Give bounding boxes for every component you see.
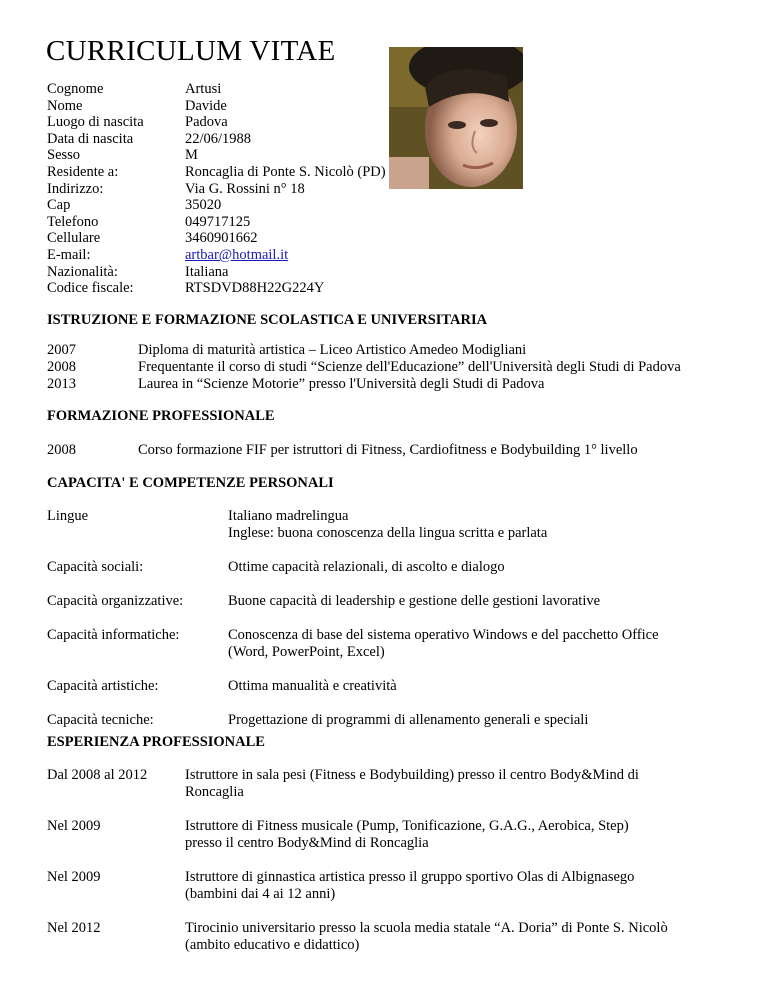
experience-list: [47, 767, 745, 971]
skill-line: Ottime capacità relazionali, di ascolto e dialogo: [228, 559, 505, 575]
personal-row-nome: [47, 98, 386, 115]
skill-row-artistiche: [47, 678, 748, 695]
personal-row-cognome: [47, 81, 386, 98]
skill-line: Inglese: buona conoscenza della lingua scritta e parlata: [228, 525, 548, 541]
field-value: Italiana: [185, 263, 229, 280]
experience-period: Nel 2009: [47, 869, 101, 885]
skill-line: (Word, PowerPoint, Excel): [228, 644, 385, 660]
skill-row-organizzative: [47, 593, 748, 610]
education-text: Diploma di maturità artistica – Liceo Artistico Amedeo Modigliani: [138, 342, 527, 358]
personal-row-nazionalita: [47, 264, 386, 281]
skill-label: Capacità sociali:: [47, 559, 144, 575]
personal-row-residente: [47, 164, 386, 181]
experience-item: [47, 869, 745, 903]
skills-heading: CAPACITA' E COMPETENZE PERSONALI: [47, 475, 334, 491]
field-value: 22/06/1988: [185, 130, 252, 147]
field-value: Davide: [185, 97, 227, 114]
email-link[interactable]: artbar@hotmail.it: [185, 246, 289, 263]
personal-row-luogo-nascita: [47, 114, 386, 131]
experience-item: [47, 920, 745, 954]
skill-label: Capacità informatiche:: [47, 627, 180, 643]
field-label: Cellulare: [47, 230, 101, 247]
skill-value: [228, 627, 748, 661]
education-year: 2008: [47, 359, 76, 375]
document-title: CURRICULUM VITAE: [46, 35, 336, 67]
education-year: 2007: [47, 342, 76, 358]
field-label: E-mail:: [47, 246, 91, 263]
skill-label: Lingue: [47, 508, 89, 524]
training-text: Corso formazione FIF per istruttori di Fitness, Cardiofitness e Bodybuilding 1° livello: [138, 442, 638, 458]
field-value: 049717125: [185, 213, 251, 230]
field-value: RTSDVD88H22G224Y: [185, 280, 325, 297]
skill-value: [228, 508, 748, 542]
skill-value: [228, 593, 748, 610]
experience-period: Dal 2008 al 2012: [47, 767, 148, 783]
personal-row-telefono: [47, 214, 386, 231]
skill-label: Capacità organizzative:: [47, 593, 184, 609]
field-value: Artusi: [185, 81, 222, 97]
field-value: 35020: [185, 197, 222, 214]
personal-row-cellulare: [47, 230, 386, 247]
experience-line: (bambini dai 4 ai 12 anni): [185, 886, 336, 902]
field-value: Padova: [185, 114, 228, 131]
experience-description: [185, 818, 745, 852]
skill-row-tecniche: [47, 712, 748, 729]
experience-line: Istruttore di Fitness musicale (Pump, Tonificazione, G.A.G., Aerobica, Step): [185, 818, 629, 834]
professional-training-heading: FORMAZIONE PROFESSIONALE: [47, 408, 275, 424]
experience-line: presso il centro Body&Mind di Roncaglia: [185, 835, 429, 851]
skill-row-informatiche: [47, 627, 748, 661]
experience-line: Roncaglia: [185, 784, 244, 800]
skill-line: Italiano madrelingua: [228, 508, 349, 524]
experience-description: [185, 920, 745, 954]
personal-row-data-nascita: [47, 131, 386, 148]
field-label: Cap: [47, 197, 71, 214]
field-label: Cognome: [47, 81, 104, 97]
experience-line: (ambito educativo e didattico): [185, 937, 360, 953]
field-value: Via G. Rossini n° 18: [185, 180, 305, 197]
experience-item: [47, 818, 745, 852]
skill-line: Conoscenza di base del sistema operativo Windows e del pacchetto Office: [228, 627, 659, 643]
education-item: [47, 359, 681, 376]
field-value: 3460901662: [185, 230, 258, 247]
education-item: [47, 342, 681, 359]
field-label: Nazionalità:: [47, 263, 118, 280]
field-label: Data di nascita: [47, 130, 134, 147]
education-list: [47, 342, 681, 393]
field-label: Luogo di nascita: [47, 114, 144, 131]
skill-label: Capacità tecniche:: [47, 712, 154, 728]
experience-item: [47, 767, 745, 801]
field-label: Codice fiscale:: [47, 280, 134, 297]
personal-info: [47, 81, 386, 297]
experience-line: Istruttore in sala pesi (Fitness e Bodybuilding) presso il centro Body&Mind di: [185, 767, 639, 783]
skill-value: [228, 678, 748, 695]
experience-period: Nel 2012: [47, 920, 101, 936]
professional-training-item: [47, 442, 638, 459]
skill-value: [228, 559, 748, 576]
field-value: Roncaglia di Ponte S. Nicolò (PD): [185, 163, 386, 180]
personal-row-sesso: [47, 147, 386, 164]
skill-value: [228, 712, 748, 729]
education-heading: ISTRUZIONE E FORMAZIONE SCOLASTICA E UNIVERSITARIA: [47, 312, 488, 328]
personal-row-email: [47, 247, 386, 264]
experience-description: [185, 767, 745, 801]
skill-line: Ottima manualità e creatività: [228, 678, 397, 694]
personal-row-cap: [47, 197, 386, 214]
skill-row-sociali: [47, 559, 748, 576]
experience-line: Tirocinio universitario presso la scuola media statale “A. Doria” di Ponte S. Nicolò: [185, 920, 668, 936]
field-label: Nome: [47, 97, 83, 114]
education-year: 2013: [47, 376, 76, 392]
personal-row-codice-fiscale: [47, 280, 386, 297]
profile-photo: [389, 47, 523, 189]
field-value: M: [185, 147, 198, 164]
education-item: [47, 376, 681, 393]
skill-line: Progettazione di programmi di allenamento generali e speciali: [228, 712, 589, 728]
skill-row-lingue: [47, 508, 748, 542]
training-year: 2008: [47, 442, 76, 458]
education-text: Frequentante il corso di studi “Scienze dell'Educazione” dell'Università degli Studi di Padova: [138, 359, 681, 375]
personal-row-indirizzo: [47, 181, 386, 198]
education-text: Laurea in “Scienze Motorie” presso l'Università degli Studi di Padova: [138, 376, 545, 392]
experience-period: Nel 2009: [47, 818, 101, 834]
skill-label: Capacità artistiche:: [47, 678, 159, 694]
experience-line: Istruttore di ginnastica artistica presso il gruppo sportivo Olas di Albignasego: [185, 869, 635, 885]
experience-heading: ESPERIENZA PROFESSIONALE: [47, 734, 265, 750]
skills-list: [47, 508, 748, 746]
skill-line: Buone capacità di leadership e gestione delle gestioni lavorative: [228, 593, 601, 609]
field-label: Indirizzo:: [47, 180, 104, 197]
experience-description: [185, 869, 745, 903]
field-label: Sesso: [47, 147, 81, 164]
field-label: Telefono: [47, 213, 99, 230]
field-label: Residente a:: [47, 163, 119, 180]
